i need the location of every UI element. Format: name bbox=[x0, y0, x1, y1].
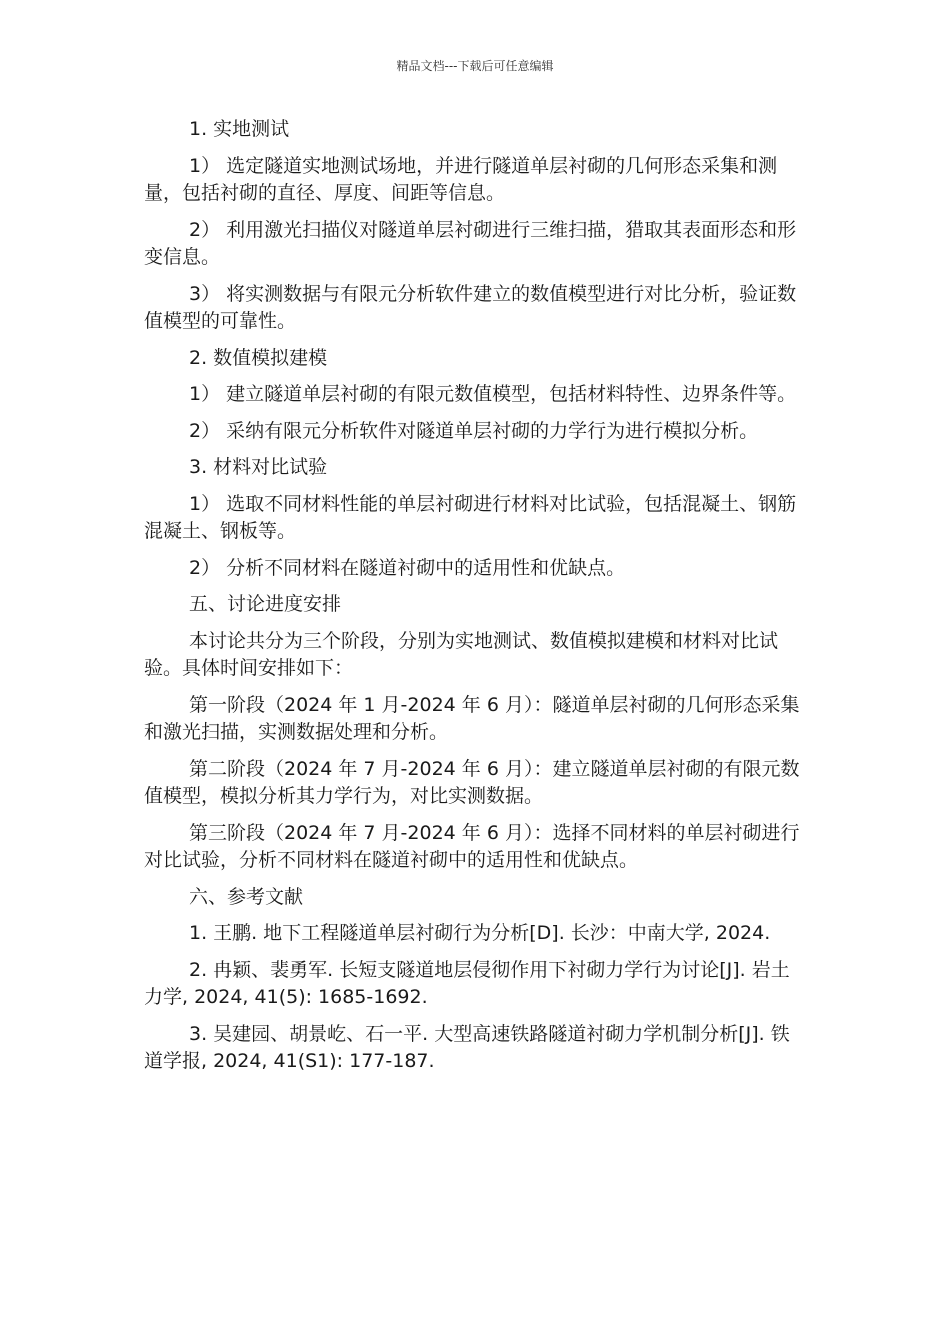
paragraph: 本讨论共分为三个阶段，分别为实地测试、数值模拟建模和材料对比试验。具体时间安排如下： bbox=[144, 629, 779, 679]
section-heading-numerical-modeling: 2. 数值模拟建模 bbox=[189, 346, 328, 369]
section-heading-references: 六、参考文献 bbox=[189, 885, 304, 908]
schedule-phase-2: 第二阶段（2024 年 7 月-2024 年 6 月）：建立隧道单层衬砌的有限元数值模型，模拟分析其力学行为，对比实测数据。 bbox=[144, 757, 800, 807]
paragraph: 2） 采纳有限元分析软件对隧道单层衬砌的力学行为进行模拟分析。 bbox=[189, 419, 759, 442]
section-heading-material-test: 3. 材料对比试验 bbox=[189, 456, 328, 478]
paragraph: 1） 建立隧道单层衬砌的有限元数值模型，包括材料特性、边界条件等。 bbox=[189, 383, 797, 405]
reference-item: 2. 冉颖、裴勇军. 长短支隧道地层侵彻作用下衬砌力学行为讨论[J]. 岩土力学, 2024, 41(5): 1685-1692. bbox=[144, 958, 790, 1008]
paragraph: 2） 利用激光扫描仪对隧道单层衬砌进行三维扫描，猎取其表面形态和形变信息。 bbox=[144, 218, 797, 268]
schedule-phase-1: 第一阶段（2024 年 1 月-2024 年 6 月）：隧道单层衬砌的几何形态采集和激光扫描，实测数据处理和分析。 bbox=[144, 693, 800, 743]
paragraph: 1） 选定隧道实地测试场地，并进行隧道单层衬砌的几何形态采集和测量，包括衬砌的直径、厚度、间距等信息。 bbox=[144, 154, 778, 204]
paragraph: 2） 分析不同材料在隧道衬砌中的适用性和优缺点。 bbox=[189, 556, 626, 579]
paragraph: 1） 选取不同材料性能的单层衬砌进行材料对比试验，包括混凝土、钢筋混凝土、钢板等。 bbox=[144, 492, 797, 542]
document-body bbox=[144, 116, 808, 1085]
section-heading-schedule: 五、讨论进度安排 bbox=[189, 593, 342, 615]
reference-item: 3. 吴建园、胡景屹、石一平. 大型高速铁路隧道衬砌力学机制分析[J]. 铁道学报, 2024, 41(S1): 177-187. bbox=[144, 1022, 790, 1072]
page-header: 精品文档---下载后可任意编辑 bbox=[396, 59, 554, 73]
schedule-phase-3: 第三阶段（2024 年 7 月-2024 年 6 月）：选择不同材料的单层衬砌进行对比试验，分析不同材料在隧道衬砌中的适用性和优缺点。 bbox=[144, 821, 800, 871]
paragraph: 3） 将实测数据与有限元分析软件建立的数值模型进行对比分析，验证数值模型的可靠性。 bbox=[144, 282, 797, 332]
section-heading-field-test: 1. 实地测试 bbox=[189, 118, 290, 140]
reference-item: 1. 王鹏. 地下工程隧道单层衬砌行为分析[D]. 长沙：中南大学, 2024. bbox=[189, 922, 771, 944]
